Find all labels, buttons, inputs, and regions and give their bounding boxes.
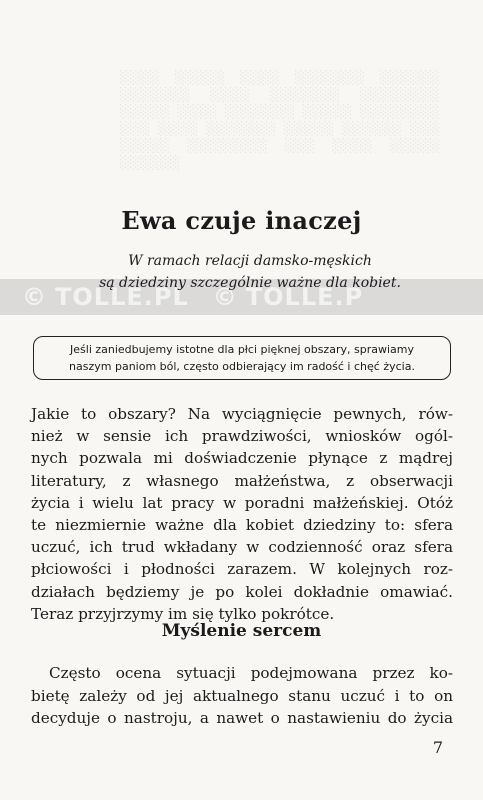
section-heading: Myślenie sercem <box>161 621 322 641</box>
watermark-text-1: TOLLE.PL <box>55 283 189 311</box>
watermark-copyright-2: © <box>212 283 238 311</box>
body-paragraph <box>31 403 453 625</box>
page-number: 7 <box>432 738 443 757</box>
body-line: nych pozwala mi doświadczenie płynące z mądrej <box>31 449 453 468</box>
section-line: bietę zależy od jej aktualnego stanu uczuć i to on <box>31 686 453 705</box>
section-line: decyduje o nastroju, a nawet o nastawieniu do życia <box>31 709 453 727</box>
epigraph-line: W ramach relacji damsko-męskich <box>128 253 372 269</box>
body-line: Teraz przyjrzymy im się tylko pokrótce. <box>31 604 335 623</box>
highlight-line: naszym paniom ból, często odbierający im radość i chęć życia. <box>69 360 415 373</box>
body-line: te niezmiernie ważne dla kobiet dziedziny to: sfera <box>31 516 453 535</box>
watermark-text-2: TOLLE.P <box>245 283 364 311</box>
body-line: płciowości i płodności zarazem. W kolejnych roz- <box>31 560 453 579</box>
epigraph-line: są dziedziny szczególnie ważne dla kobiet. <box>99 275 401 291</box>
body-line: literatury, z własnego małżeństwa, z obserwacji <box>31 471 453 490</box>
section-paragraph <box>31 662 453 730</box>
chapter-title: Ewa czuje inaczej <box>121 206 362 235</box>
body-line: życia i wielu lat pracy w poradni małżeńskiej. Otóż <box>31 493 453 512</box>
bleed-through-texture: ░░░░ ░░░░░ ░░░░ ░░░░░░░ ░░░░░░ ░░░░░░░ ░░░░ ░░░░░░░ ░░░░░░░░ ░░░░░ ░░░░ ░░░░░░░ ░░░░░ ░░░░░░░░ ░░░ ░░░░ ░░░░░░░ ░░░░░ ░░░░░░ ░░░ ░░░░░ ░░░░░░░░ ░░░ ░░░░ ░░░░░ ░░░░░░ <box>120 71 440 171</box>
body-line: Jakie to obszary? Na wyciągnięcie pewnych, rów- <box>31 405 453 423</box>
body-line: uczuć, ich trud wkładany w codzienność oraz sfera <box>31 538 453 557</box>
highlight-box <box>33 336 451 380</box>
body-line: działach będziemy je po kolei dokładnie omawiać. <box>31 582 453 601</box>
highlight-line: Jeśli zaniedbujemy istotne dla płci pięknej obszary, sprawiamy <box>70 343 414 356</box>
section-line: Często ocena sytuacji podejmowana przez ko- <box>49 664 453 682</box>
watermark-copyright-1: © <box>22 283 47 311</box>
body-line: nież w sensie ich prawdziwości, wniosków ogól- <box>31 427 453 446</box>
chapter-epigraph <box>60 250 440 294</box>
